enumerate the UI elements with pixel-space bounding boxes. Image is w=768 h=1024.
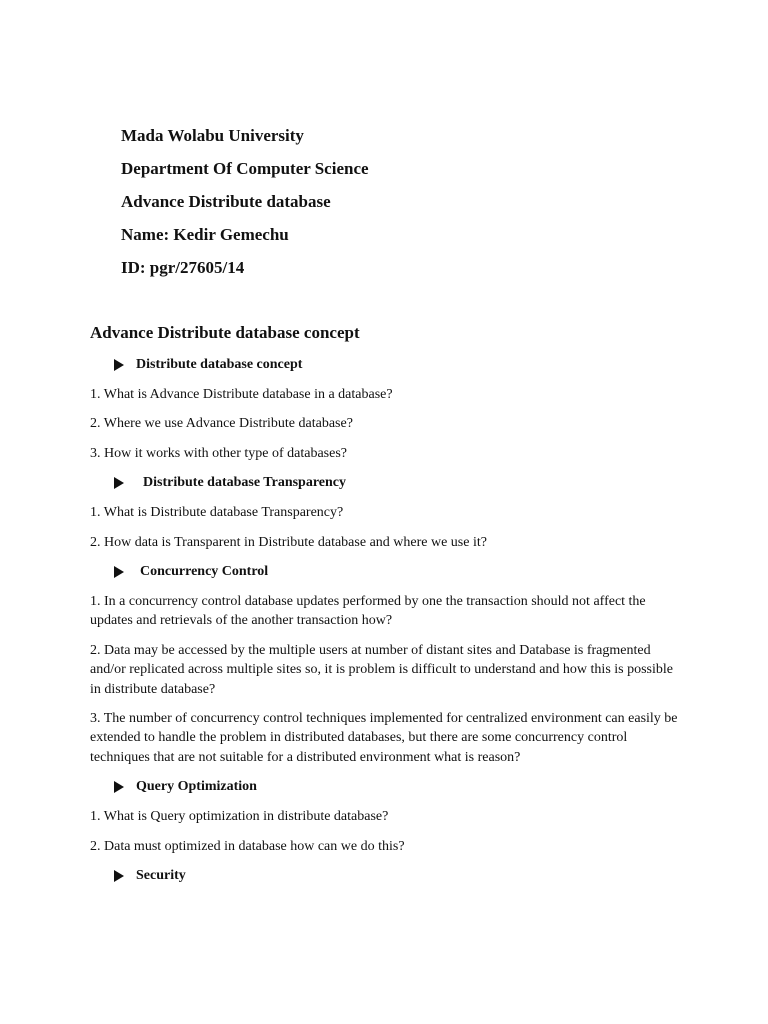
section-heading-text: Query Optimization <box>136 778 257 794</box>
question-item: 2. How data is Transparent in Distribute database and where we use it? <box>90 534 487 550</box>
question-item: 1. What is Query optimization in distribute database? <box>90 809 389 825</box>
question-item: 1. What is Advance Distribute database in a database? <box>90 387 393 402</box>
section-heading <box>90 777 690 796</box>
section-heading-text: Security <box>136 867 186 883</box>
arrow-bullet-icon <box>114 566 124 578</box>
section-heading-text: Concurrency Control <box>140 563 269 579</box>
question-item: 3. How it works with other type of databases? <box>90 445 347 461</box>
university-name: Mada Wolabu University <box>121 126 304 145</box>
arrow-bullet-icon <box>114 781 124 793</box>
question-item: 3. The number of concurrency control techniques implemented for centralized environment can easily be extended to handle the problem in distributed databases, but there are some concurrency control techniques that are not suitable for a distributed environment what is reason? <box>90 711 678 765</box>
document-body <box>90 355 690 896</box>
course-name: Advance Distribute database <box>121 192 331 211</box>
arrow-bullet-icon <box>114 359 124 371</box>
document-title: Advance Distribute database concept <box>90 323 360 342</box>
department-name: Department Of Computer Science <box>121 159 369 178</box>
question-item: 2. Data must optimized in database how can we do this? <box>90 838 405 854</box>
arrow-bullet-icon <box>114 870 124 882</box>
section-heading <box>90 562 690 581</box>
section-heading <box>90 355 690 374</box>
document-header <box>121 126 369 291</box>
student-id: ID: pgr/27605/14 <box>121 258 245 277</box>
question-item: 2. Where we use Advance Distribute database? <box>90 416 353 432</box>
section-heading <box>90 866 690 885</box>
question-item: 1. What is Distribute database Transparency? <box>90 505 344 521</box>
arrow-bullet-icon <box>114 477 124 489</box>
question-item: 2. Data may be accessed by the multiple users at number of distant sites and Database is fragmented and/or replicated across multiple sites so, it is problem is difficult to understand and how this is possible in distribute database? <box>90 642 673 697</box>
section-heading-text: Distribute database concept <box>136 356 303 372</box>
section-heading-text: Distribute database Transparency <box>143 474 347 490</box>
question-item: 1. In a concurrency control database updates performed by one the transaction should not affect the updates and retrievals of the another transaction how? <box>90 594 646 629</box>
section-heading <box>90 473 690 492</box>
student-name: Name: Kedir Gemechu <box>121 225 289 244</box>
